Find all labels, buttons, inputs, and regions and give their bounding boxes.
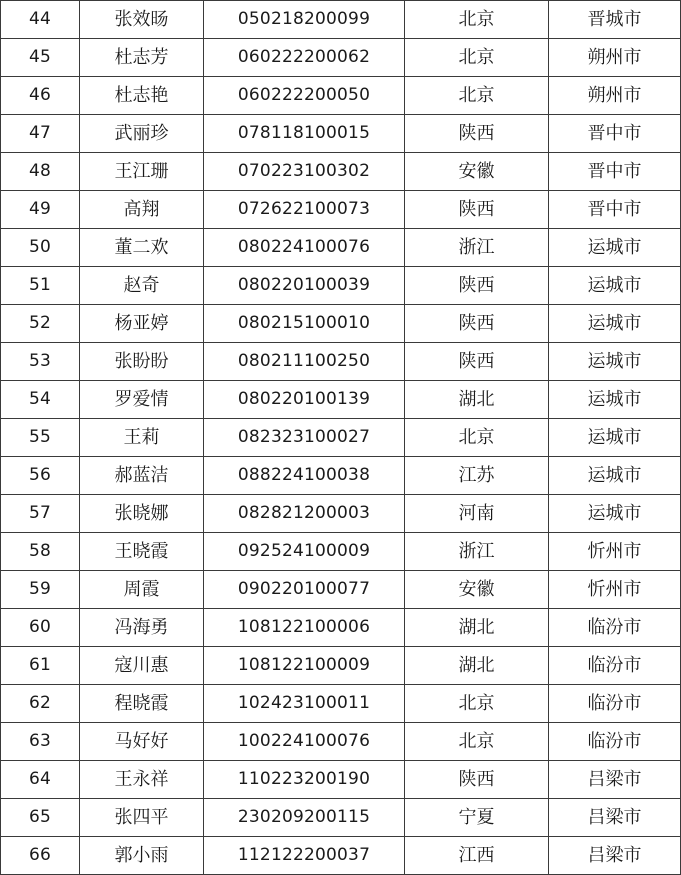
table-row: [1, 647, 681, 685]
province-cell: 湖北: [405, 381, 549, 419]
province-cell: 安徽: [405, 153, 549, 191]
province-cell: 安徽: [405, 571, 549, 609]
city-cell: 临汾市: [549, 723, 681, 761]
province-cell: 陕西: [405, 115, 549, 153]
candidate-id-cell: 102423100011: [204, 685, 405, 723]
province-cell: 北京: [405, 1, 549, 39]
candidate-id-cell: 082323100027: [204, 419, 405, 457]
person-name-cell: 张盼盼: [80, 343, 204, 381]
city-cell: 晋中市: [549, 153, 681, 191]
row-index-cell: 53: [1, 343, 80, 381]
row-index-cell: 49: [1, 191, 80, 229]
person-name-cell: 张晓娜: [80, 495, 204, 533]
city-cell: 临汾市: [549, 685, 681, 723]
candidate-id-cell: 090220100077: [204, 571, 405, 609]
table-row: [1, 305, 681, 343]
person-name-cell: 杜志艳: [80, 77, 204, 115]
person-name-cell: 郭小雨: [80, 837, 204, 875]
table-row: [1, 723, 681, 761]
province-cell: 宁夏: [405, 799, 549, 837]
city-cell: 晋中市: [549, 115, 681, 153]
city-cell: 运城市: [549, 305, 681, 343]
province-cell: 陕西: [405, 343, 549, 381]
person-name-cell: 罗爱情: [80, 381, 204, 419]
table-row: [1, 191, 681, 229]
row-index-cell: 52: [1, 305, 80, 343]
candidate-id-cell: 050218200099: [204, 1, 405, 39]
person-name-cell: 王永祥: [80, 761, 204, 799]
candidate-id-cell: 092524100009: [204, 533, 405, 571]
city-cell: 运城市: [549, 419, 681, 457]
province-cell: 江苏: [405, 457, 549, 495]
table-row: [1, 115, 681, 153]
row-index-cell: 48: [1, 153, 80, 191]
row-index-cell: 64: [1, 761, 80, 799]
table-row: [1, 533, 681, 571]
city-cell: 忻州市: [549, 571, 681, 609]
person-name-cell: 张四平: [80, 799, 204, 837]
person-name-cell: 赵奇: [80, 267, 204, 305]
city-cell: 运城市: [549, 457, 681, 495]
table-row: [1, 1, 681, 39]
row-index-cell: 57: [1, 495, 80, 533]
person-name-cell: 寇川惠: [80, 647, 204, 685]
city-cell: 临汾市: [549, 609, 681, 647]
row-index-cell: 50: [1, 229, 80, 267]
person-name-cell: 郝蓝洁: [80, 457, 204, 495]
candidate-id-cell: 088224100038: [204, 457, 405, 495]
row-index-cell: 65: [1, 799, 80, 837]
province-cell: 江西: [405, 837, 549, 875]
person-name-cell: 王晓霞: [80, 533, 204, 571]
candidate-id-cell: 072622100073: [204, 191, 405, 229]
candidate-id-cell: 080215100010: [204, 305, 405, 343]
province-cell: 北京: [405, 685, 549, 723]
city-cell: 朔州市: [549, 77, 681, 115]
table-row: [1, 343, 681, 381]
row-index-cell: 62: [1, 685, 80, 723]
table-row: [1, 419, 681, 457]
province-cell: 陕西: [405, 191, 549, 229]
table-row: [1, 609, 681, 647]
person-name-cell: 张效旸: [80, 1, 204, 39]
province-cell: 陕西: [405, 761, 549, 799]
candidate-id-cell: 080211100250: [204, 343, 405, 381]
row-index-cell: 59: [1, 571, 80, 609]
province-cell: 北京: [405, 419, 549, 457]
row-index-cell: 58: [1, 533, 80, 571]
city-cell: 吕梁市: [549, 761, 681, 799]
candidate-id-cell: 082821200003: [204, 495, 405, 533]
row-index-cell: 66: [1, 837, 80, 875]
person-name-cell: 杜志芳: [80, 39, 204, 77]
person-name-cell: 武丽珍: [80, 115, 204, 153]
person-name-cell: 周霞: [80, 571, 204, 609]
table-row: [1, 837, 681, 875]
table-row: [1, 153, 681, 191]
row-index-cell: 56: [1, 457, 80, 495]
city-cell: 临汾市: [549, 647, 681, 685]
row-index-cell: 54: [1, 381, 80, 419]
table-row: [1, 39, 681, 77]
city-cell: 运城市: [549, 267, 681, 305]
candidate-id-cell: 100224100076: [204, 723, 405, 761]
city-cell: 运城市: [549, 229, 681, 267]
table-row: [1, 457, 681, 495]
table-row: [1, 685, 681, 723]
province-cell: 北京: [405, 77, 549, 115]
row-index-cell: 46: [1, 77, 80, 115]
city-cell: 晋中市: [549, 191, 681, 229]
candidate-id-cell: 110223200190: [204, 761, 405, 799]
row-index-cell: 51: [1, 267, 80, 305]
candidate-id-cell: 080220100139: [204, 381, 405, 419]
candidate-id-cell: 112122200037: [204, 837, 405, 875]
candidate-id-cell: 108122100009: [204, 647, 405, 685]
city-cell: 运城市: [549, 343, 681, 381]
city-cell: 晋城市: [549, 1, 681, 39]
table-row: [1, 77, 681, 115]
province-cell: 湖北: [405, 647, 549, 685]
candidate-id-cell: 078118100015: [204, 115, 405, 153]
candidate-id-cell: 230209200115: [204, 799, 405, 837]
row-index-cell: 44: [1, 1, 80, 39]
province-cell: 陕西: [405, 267, 549, 305]
candidate-id-cell: 080224100076: [204, 229, 405, 267]
province-cell: 浙江: [405, 229, 549, 267]
person-name-cell: 王莉: [80, 419, 204, 457]
city-cell: 忻州市: [549, 533, 681, 571]
province-cell: 河南: [405, 495, 549, 533]
table-row: [1, 571, 681, 609]
row-index-cell: 63: [1, 723, 80, 761]
person-name-cell: 高翔: [80, 191, 204, 229]
row-index-cell: 60: [1, 609, 80, 647]
city-cell: 吕梁市: [549, 799, 681, 837]
table-row: [1, 799, 681, 837]
table-row: [1, 495, 681, 533]
candidate-id-cell: 070223100302: [204, 153, 405, 191]
row-index-cell: 45: [1, 39, 80, 77]
province-cell: 北京: [405, 723, 549, 761]
city-cell: 吕梁市: [549, 837, 681, 875]
row-index-cell: 47: [1, 115, 80, 153]
table-row: [1, 229, 681, 267]
province-cell: 浙江: [405, 533, 549, 571]
row-index-cell: 55: [1, 419, 80, 457]
candidate-id-cell: 108122100006: [204, 609, 405, 647]
person-name-cell: 冯海勇: [80, 609, 204, 647]
roster-table-body: [1, 1, 681, 875]
province-cell: 湖北: [405, 609, 549, 647]
candidate-id-cell: 060222200050: [204, 77, 405, 115]
row-index-cell: 61: [1, 647, 80, 685]
province-cell: 陕西: [405, 305, 549, 343]
table-row: [1, 381, 681, 419]
candidate-id-cell: 060222200062: [204, 39, 405, 77]
table-row: [1, 267, 681, 305]
person-name-cell: 程晓霞: [80, 685, 204, 723]
person-name-cell: 董二欢: [80, 229, 204, 267]
city-cell: 运城市: [549, 495, 681, 533]
city-cell: 朔州市: [549, 39, 681, 77]
person-name-cell: 马好好: [80, 723, 204, 761]
table-row: [1, 761, 681, 799]
person-name-cell: 杨亚婷: [80, 305, 204, 343]
province-cell: 北京: [405, 39, 549, 77]
candidate-id-cell: 080220100039: [204, 267, 405, 305]
city-cell: 运城市: [549, 381, 681, 419]
person-name-cell: 王江珊: [80, 153, 204, 191]
